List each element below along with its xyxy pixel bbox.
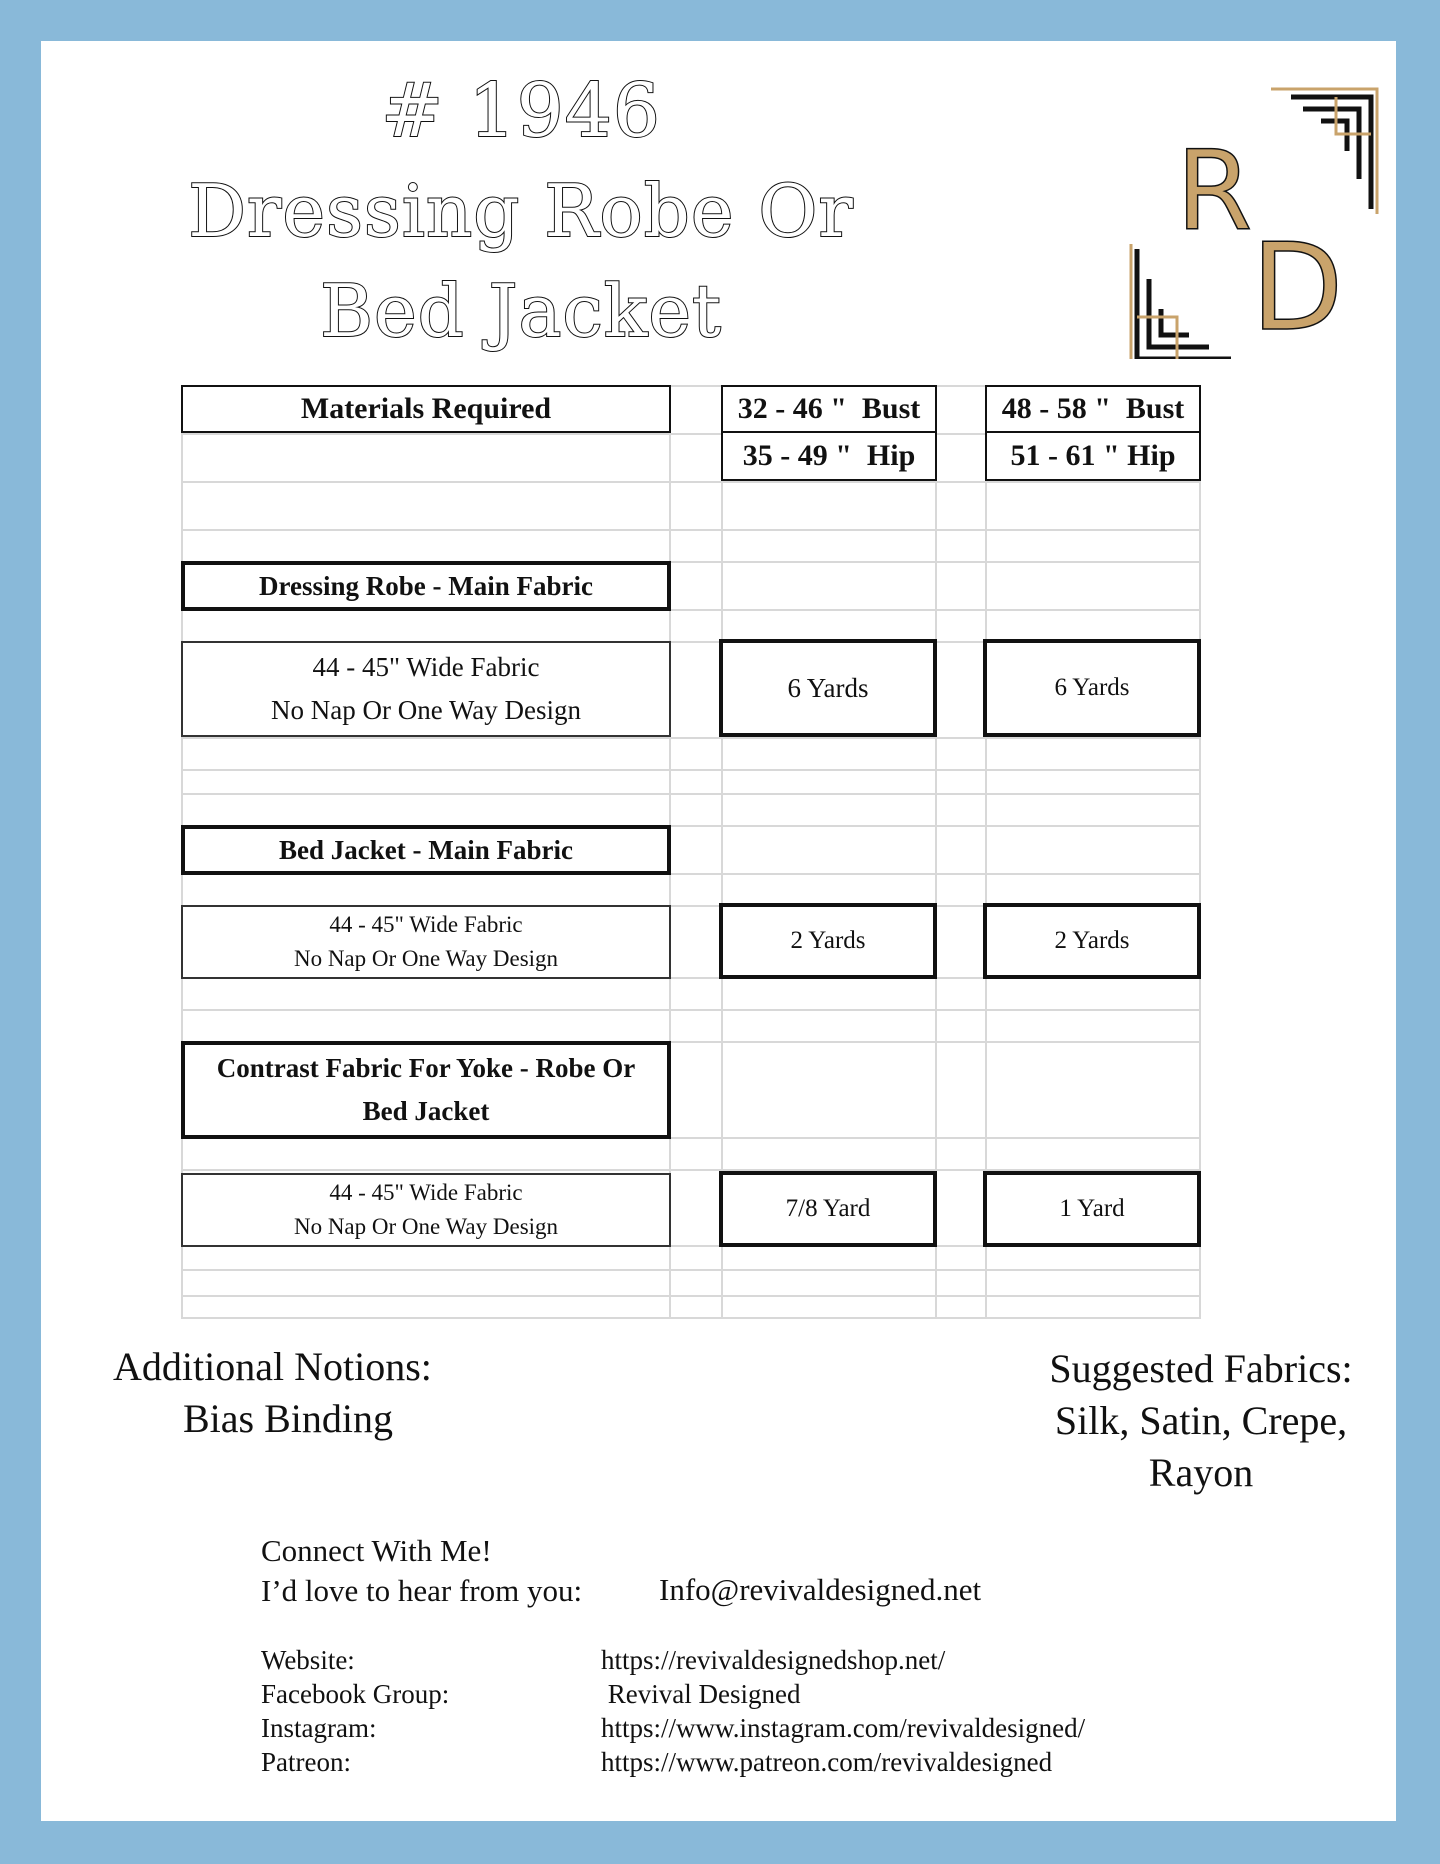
fabric-width-label: 44 - 45" Wide Fabric bbox=[329, 1180, 523, 1205]
patreon-link[interactable]: https://www.patreon.com/revivaldesigned bbox=[601, 1747, 1053, 1777]
section-dressing-robe-title bbox=[181, 561, 671, 611]
size1-hip-label: 35 - 49 " Hip bbox=[742, 439, 916, 472]
contrast-yardage-size1 bbox=[719, 1171, 937, 1247]
section-title-label: Bed Jacket - Main Fabric bbox=[279, 834, 573, 865]
size2-hip-label: 51 - 61 " Hip bbox=[1010, 439, 1176, 472]
materials-table bbox=[181, 385, 1201, 1319]
social-links bbox=[261, 1643, 1085, 1779]
link-label: Patreon: bbox=[261, 1747, 351, 1777]
size2-hip-header bbox=[985, 431, 1201, 481]
suggested-fabrics bbox=[1006, 1343, 1396, 1499]
pattern-number: # 1946 bbox=[381, 68, 661, 154]
connect-heading: Connect With Me! bbox=[261, 1533, 492, 1568]
section-bed-jacket-fabric bbox=[181, 905, 671, 979]
corner-ornament-bottom-left bbox=[1131, 244, 1241, 359]
yardage-value: 1 Yard bbox=[1059, 1195, 1125, 1222]
section-title-label: Dressing Robe - Main Fabric bbox=[259, 570, 593, 601]
fabrics-label: Suggested Fabrics: bbox=[1049, 1346, 1353, 1391]
materials-required-label: Materials Required bbox=[300, 392, 552, 425]
section-contrast-fabric-title bbox=[181, 1041, 671, 1139]
pattern-title-line2: Bed Jacket bbox=[320, 269, 722, 353]
bed-jacket-yardage-size2 bbox=[983, 903, 1201, 979]
notions-value: Bias Binding bbox=[183, 1396, 394, 1441]
connect-section bbox=[261, 1531, 582, 1611]
instagram-link[interactable]: https://www.instagram.com/revivaldesigned/ bbox=[601, 1713, 1086, 1743]
fabric-nap-label: No Nap Or One Way Design bbox=[270, 695, 581, 725]
logo-letter-d: D bbox=[1251, 219, 1344, 358]
link-row-facebook bbox=[261, 1677, 1085, 1711]
yardage-value: 2 Yards bbox=[790, 927, 866, 954]
dressing-robe-yardage-size2 bbox=[983, 639, 1201, 737]
yardage-value: 2 Yards bbox=[1054, 927, 1130, 954]
contact-email-link[interactable]: Info@revivaldesigned.net bbox=[659, 1572, 982, 1607]
size2-bust-label: 48 - 58 " Bust bbox=[1001, 392, 1185, 425]
link-label: Facebook Group: bbox=[261, 1679, 450, 1709]
fabric-width-label: 44 - 45" Wide Fabric bbox=[329, 912, 523, 937]
dressing-robe-yardage-size1 bbox=[719, 639, 937, 737]
yardage-value: 7/8 Yard bbox=[785, 1195, 871, 1222]
link-label: Instagram: bbox=[261, 1713, 377, 1743]
pattern-title-line1: Dressing Robe Or bbox=[188, 169, 854, 253]
section-title-label: Bed Jacket bbox=[362, 1096, 490, 1126]
size1-bust-label: 32 - 46 " Bust bbox=[737, 392, 921, 425]
materials-required-header bbox=[181, 385, 671, 433]
size2-bust-header bbox=[985, 385, 1201, 433]
bed-jacket-yardage-size1 bbox=[719, 903, 937, 979]
size1-bust-header bbox=[721, 385, 937, 433]
link-row-patreon bbox=[261, 1745, 1085, 1779]
corner-ornament-top-right bbox=[1271, 89, 1377, 214]
fabric-nap-label: No Nap Or One Way Design bbox=[293, 1214, 559, 1239]
section-title-label: Contrast Fabric For Yoke - Robe Or bbox=[216, 1053, 636, 1083]
size1-hip-header bbox=[721, 431, 937, 481]
website-link[interactable]: https://revivaldesignedshop.net/ bbox=[601, 1645, 946, 1675]
pattern-sheet bbox=[41, 41, 1396, 1821]
yardage-value: 6 Yards bbox=[787, 672, 869, 703]
section-contrast-fabric-fabric bbox=[181, 1173, 671, 1247]
fabrics-line1: Silk, Satin, Crepe, bbox=[1054, 1398, 1348, 1443]
additional-notions bbox=[113, 1341, 432, 1445]
section-bed-jacket-title bbox=[181, 825, 671, 875]
yardage-value: 6 Yards bbox=[1054, 674, 1130, 701]
facebook-group-link[interactable]: Revival Designed bbox=[601, 1679, 801, 1709]
fabric-nap-label: No Nap Or One Way Design bbox=[293, 946, 559, 971]
notions-label: Additional Notions: bbox=[113, 1344, 432, 1389]
fabric-width-label: 44 - 45" Wide Fabric bbox=[312, 652, 540, 682]
contrast-yardage-size2 bbox=[983, 1171, 1201, 1247]
link-label: Website: bbox=[261, 1645, 355, 1675]
title-block bbox=[131, 61, 911, 361]
fabrics-line2: Rayon bbox=[1148, 1450, 1254, 1495]
link-row-website bbox=[261, 1643, 1085, 1677]
section-dressing-robe-fabric bbox=[181, 641, 671, 737]
revival-designed-logo bbox=[1081, 59, 1381, 359]
connect-subheading: I’d love to hear from you: bbox=[261, 1573, 583, 1608]
link-row-instagram bbox=[261, 1711, 1085, 1745]
logo-letter-r: R bbox=[1176, 127, 1253, 255]
